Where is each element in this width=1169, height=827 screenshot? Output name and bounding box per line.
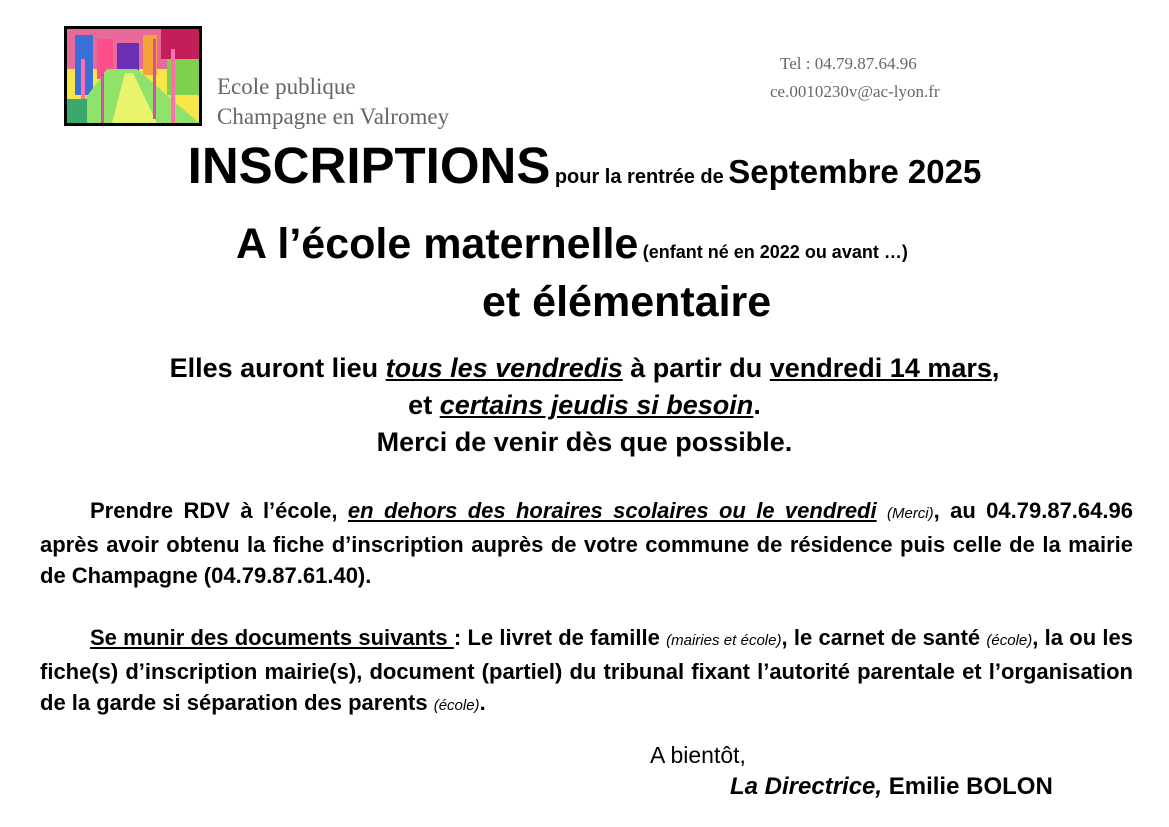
rdv-text: , au 04.79.87.64.96 après avoir obtenu la fiche d’inscription auprès de votre commune de résidence puis celle de la mairie de Champagne (04.79.87.61.40). [40, 498, 1133, 588]
rdv-hours: en dehors des horaires scolaires ou le vendredi [347, 498, 877, 523]
school-name [217, 72, 449, 132]
documents-text: : Le livret de famille [453, 625, 667, 650]
schedule-line-1 [0, 350, 1169, 387]
school-logo [64, 26, 202, 126]
schedule-extra-days: certains jeudis si besoin [439, 390, 754, 420]
schedule-text: Elles auront lieu [169, 353, 386, 383]
schedule-line-3: Merci de venir dès que possible. [376, 427, 793, 457]
contact-info [770, 50, 940, 106]
closing-greeting: A bientôt, [650, 742, 746, 768]
maternelle-condition: (enfant né en 2022 ou avant …) [642, 242, 908, 262]
title-connector: pour la rentrée de [554, 166, 724, 188]
schedule-start-date: vendredi 14 mars [769, 353, 992, 383]
documents-note: (école) [433, 697, 480, 714]
school-painting-logo-icon [67, 29, 199, 123]
documents-note: (mairies et école) [666, 632, 782, 649]
schedule-text: et [408, 390, 440, 420]
email-address: ce.0010230v@ac-lyon.fr [770, 82, 940, 101]
maternelle-label: A l’école maternelle [236, 220, 639, 268]
signature [730, 773, 1053, 801]
phone-number: Tel : 04.79.87.64.96 [780, 54, 917, 73]
documents-text: , le carnet de santé [781, 625, 987, 650]
documents-text: , la ou les fiche(s) d’inscription mairie(s), document (partiel) du tribunal fixant l’autorité parentale et l’organisation de la garde si séparation des parents [40, 625, 1133, 715]
rdv-paragraph [40, 495, 1133, 591]
rdv-text: Prendre RDV à l’école, [90, 498, 348, 523]
page-title [0, 136, 1169, 195]
school-line-2: Champagne en Valromey [217, 104, 450, 129]
documents-paragraph [40, 622, 1133, 721]
documents-text: . [479, 690, 486, 715]
documents-note: (école) [986, 632, 1033, 649]
documents-heading: Se munir des documents suivants [90, 625, 454, 650]
schedule-text: . [753, 390, 761, 420]
maternelle-heading [236, 220, 908, 269]
elementaire-heading: et élémentaire [482, 278, 772, 326]
school-line-1: Ecole publique [217, 74, 356, 99]
title-main: INSCRIPTIONS [187, 137, 551, 194]
schedule-text: à partir du [622, 353, 770, 383]
signature-role: La Directrice, [730, 773, 883, 800]
schedule-days: tous les vendredis [385, 353, 623, 383]
schedule-block [0, 350, 1169, 461]
schedule-text: , [991, 353, 1000, 383]
title-date: Septembre 2025 [728, 153, 982, 190]
signature-name: Emilie BOLON [882, 773, 1053, 800]
rdv-thanks: (Merci) [886, 505, 934, 522]
schedule-line-2 [0, 387, 1169, 424]
